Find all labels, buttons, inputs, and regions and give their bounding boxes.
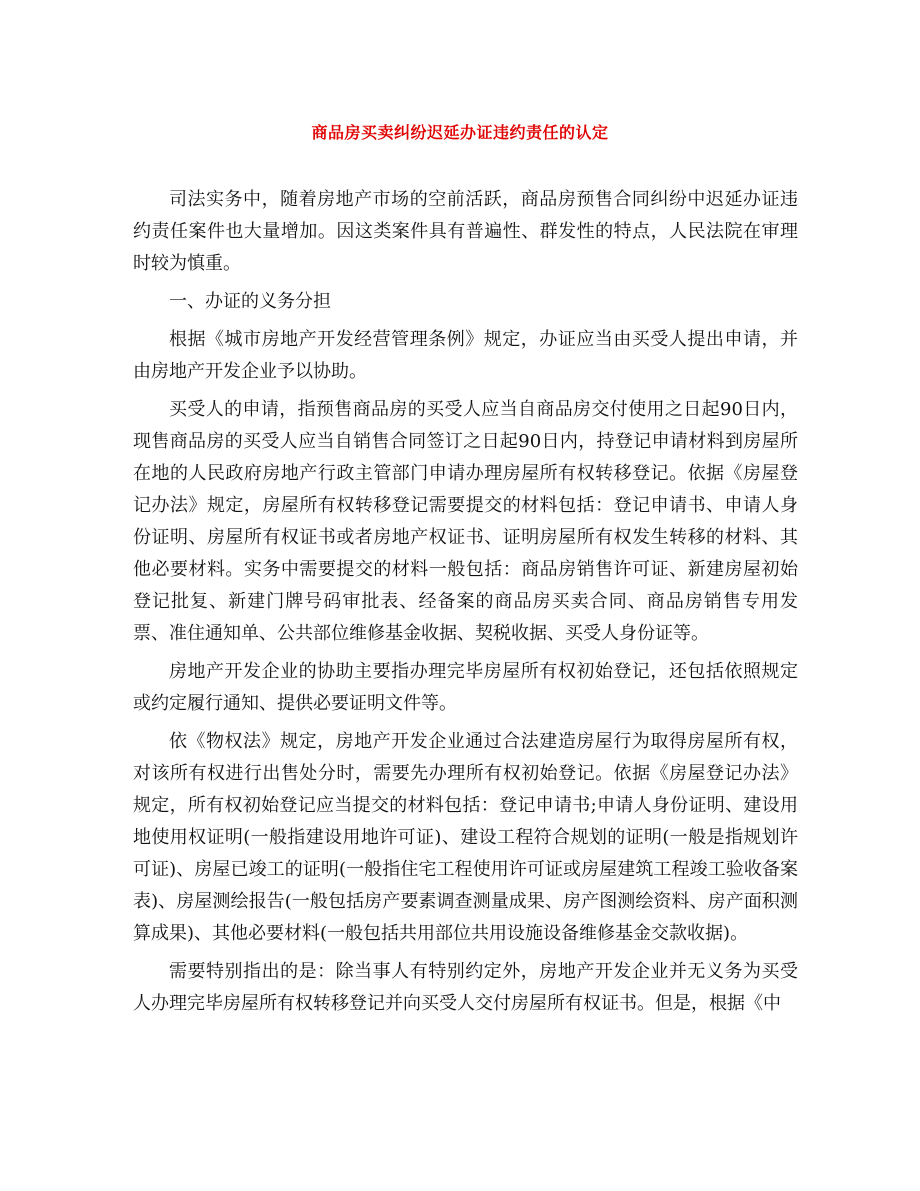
paragraph-developer-assistance: 房地产开发企业的协助主要指办理完毕房屋所有权初始登记，还包括依照规定或约定履行通知、提供必要证明文件等。 [133, 661, 798, 714]
paragraph-intro: 司法实务中，随着房地产市场的空前活跃，商品房预售合同纠纷中迟延办证违约责任案件也大量增加。因这类案件具有普遍性、群发性的特点，人民法院在审理时较为慎重。 [133, 189, 798, 274]
paragraph-property-law: 依《物权法》规定，房地产开发企业通过合法建造房屋行为取得房屋所有权，对该所有权进行出售处分时，需要先办理所有权初始登记。依据《房屋登记办法》规定，所有权初始登记应当提交的材料包括：登记申请书;申请人身份证明、建设用地使用权证明(一般指建设用地许可证)、建设工程符合规划的证明(一般是指规划许可证)、房屋已竣工的证明(一般指住宅工程使用许可证或房屋建筑工程竣工验收备案表)、房屋测绘报告(一般包括房产要素调查测量成果、房产图测绘资料、房产面积测算成果)、其他必要材料(一般包括共用部位共用设施设备维修基金交款收据)。 [133, 731, 798, 944]
paragraph-buyer-application: 买受人的申请，指预售商品房的买受人应当自商品房交付使用之日起90日内，现售商品房的买受人应当自销售合同签订之日起90日内，持登记申请材料到房屋所在地的人民政府房地产行政主管部门申请办理房屋所有权转移登记。依据《房屋登记办法》规定，房屋所有权转移登记需要提交的材料包括：登记申请书、申请人身份证明、房屋所有权证书或者房地产权证书、证明房屋所有权发生转移的材料、其他必要材料。实务中需要提交的材料一般包括：商品房销售许可证、新建房屋初始登记批复、新建门牌号码审批表、经备案的商品房买卖合同、商品房销售专用发票、准住通知单、公共部位维修基金收据、契税收据、买受人身份证等。 [133, 399, 798, 644]
paragraph-special-note: 需要特别指出的是：除当事人有特别约定外，房地产开发企业并无义务为买受人办理完毕房屋所有权转移登记并向买受人交付房屋所有权证书。但是，根据《中 [133, 961, 798, 1014]
paragraph-regulation: 根据《城市房地产开发经营管理条例》规定，办证应当由买受人提出申请，并由房地产开发企业予以协助。 [133, 329, 798, 382]
document-body [133, 184, 798, 1020]
document-title: 商品房买卖纠纷迟延办证违约责任的认定 [311, 123, 609, 142]
section-heading-1: 一、办证的义务分担 [169, 291, 331, 312]
